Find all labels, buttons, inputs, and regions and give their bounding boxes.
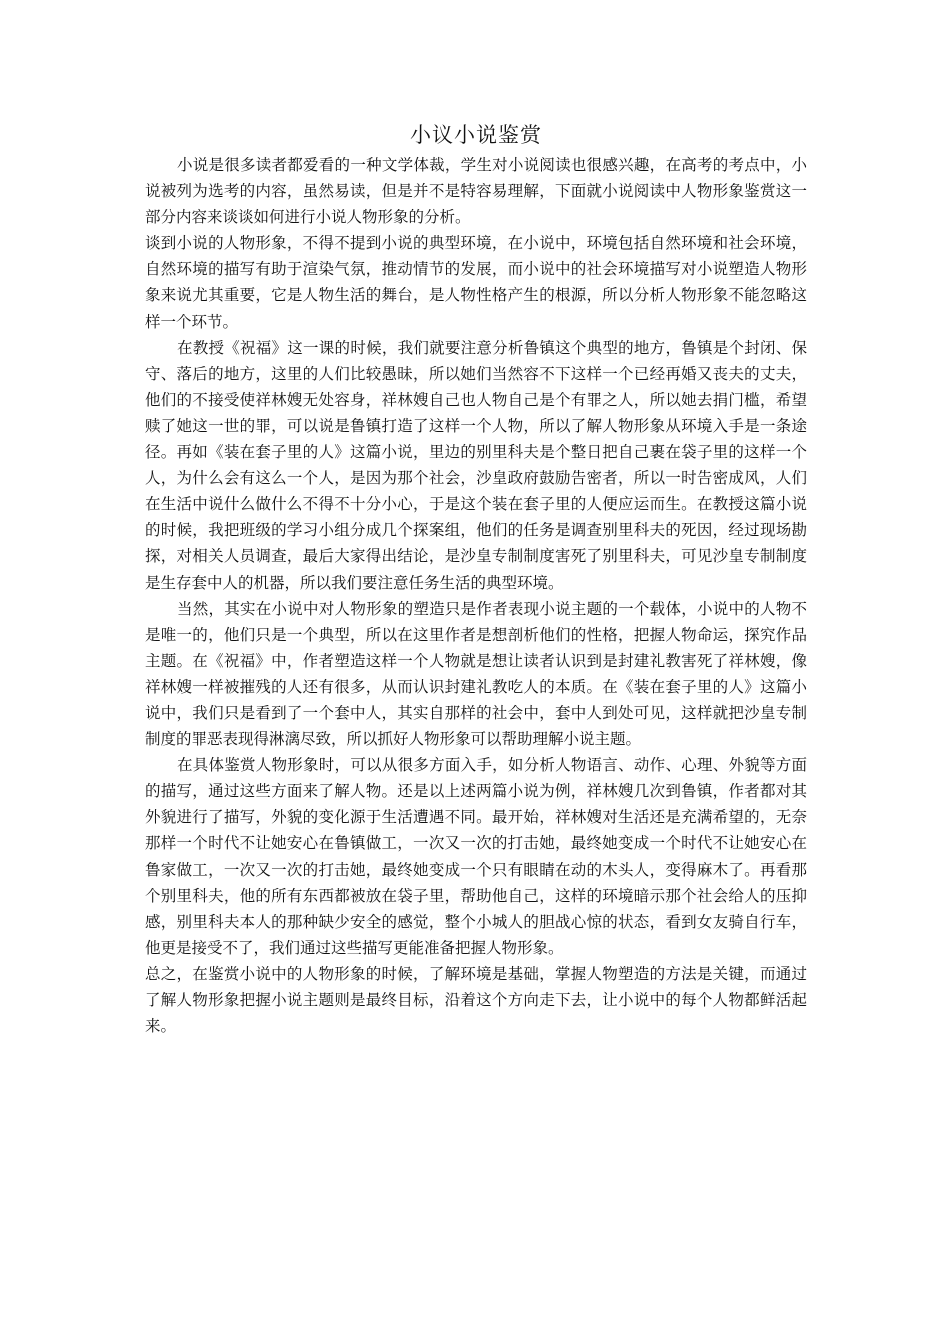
page-title: 小议小说鉴赏 bbox=[410, 123, 542, 147]
document-page bbox=[145, 118, 807, 1039]
paragraph-1: 小说是很多读者都爱看的一种文学体裁，学生对小说阅读也很感兴趣，在高考的考点中，小说被列为选考的内容，虽然易读，但是并不是特容易理解，下面就小说阅读中人物形象鉴赏这一部分内容来谈谈如何进行小说人物形象的分析。 bbox=[145, 156, 807, 227]
paragraph-5: 在具体鉴赏人物形象时，可以从很多方面入手，如分析人物语言、动作、心理、外貌等方面的描写，通过这些方面来了解人物。还是以上述两篇小说为例，祥林嫂几次到鲁镇，作者都对其外貌进行了描写，外貌的变化源于生活遭遇不同。最开始，祥林嫂对生活还是充满希望的，无奈那样一个时代不让她安心在鲁镇做工，一次又一次的打击她，最终她变成一个时代不让她安心在鲁家做工，一次又一次的打击她，最终她变成一个只有眼睛在动的木头人，变得麻木了。再看那个别里科夫，他的所有东西都被放在袋子里，帮助他自己，这样的环境暗示那个社会给人的压抑感，别里科夫本人的那种缺少安全的感觉，整个小城人的胆战心惊的状态，看到女友骑自行车，他更是接受不了，我们通过这些描写更能准备把握人物形象。 bbox=[145, 756, 807, 957]
paragraph-6: 总之，在鉴赏小说中的人物形象的时候，了解环境是基础，掌握人物塑造的方法是关键，而通过了解人物形象把握小说主题则是最终目标，沿着这个方向走下去，让小说中的每个人物都鲜活起来。 bbox=[145, 964, 807, 1036]
paragraph-2: 谈到小说的人物形象，不得不提到小说的典型环境，在小说中，环境包括自然环境和社会环境，自然环境的描写有助于渲染气氛，推动情节的发展，而小说中的社会环境描写对小说塑造人物形象来说尤其重要，它是人物生活的舞台，是人物性格产生的根源，所以分析人物形象不能忽略这样一个环节。 bbox=[145, 234, 807, 331]
paragraph-3: 在教授《祝福》这一课的时候，我们就要注意分析鲁镇这个典型的地方，鲁镇是个封闭、保守、落后的地方，这里的人们比较愚昧，所以她们当然容不下这样一个已经再婚又丧夫的丈夫，他们的不接受使祥林嫂无处容身，祥林嫂自己也人物自己是个有罪之人，所以她去捐门槛，希望赎了她这一世的罪，可以说是鲁镇打造了这样一个人物，所以了解人物形象从环境入手是一条途径。再如《装在套子里的人》这篇小说，里边的别里科夫是个整日把自己裹在袋子里的这样一个人，为什么会有这么一个人，是因为那个社会，沙皇政府鼓励告密者，所以一时告密成风，人们在生活中说什么做什么不得不十分小心，于是这个装在套子里的人便应运而生。在教授这篇小说的时候，我把班级的学习小组分成几个探案组，他们的任务是调查别里科夫的死因，经过现场勘探，对相关人员调查，最后大家得出结论，是沙皇专制制度害死了别里科夫，可见沙皇专制制度是生存套中人的机器，所以我们要注意任务生活的典型环境。 bbox=[145, 338, 807, 592]
paragraph-4: 当然，其实在小说中对人物形象的塑造只是作者表现小说主题的一个载体，小说中的人物不是唯一的，他们只是一个典型，所以在这里作者是想剖析他们的性格，把握人物命运，探究作品主题。在《祝福》中，作者塑造这样一个人物就是想让读者认识到是封建礼教害死了祥林嫂，像祥林嫂一样被摧残的人还有很多，从而认识封建礼教吃人的本质。在《装在套子里的人》这篇小说中，我们只是看到了一个套中人，其实自那样的社会中，套中人到处可见，这样就把沙皇专制制度的罪恶表现得淋漓尽致，所以抓好人物形象可以帮助理解小说主题。 bbox=[145, 599, 807, 749]
